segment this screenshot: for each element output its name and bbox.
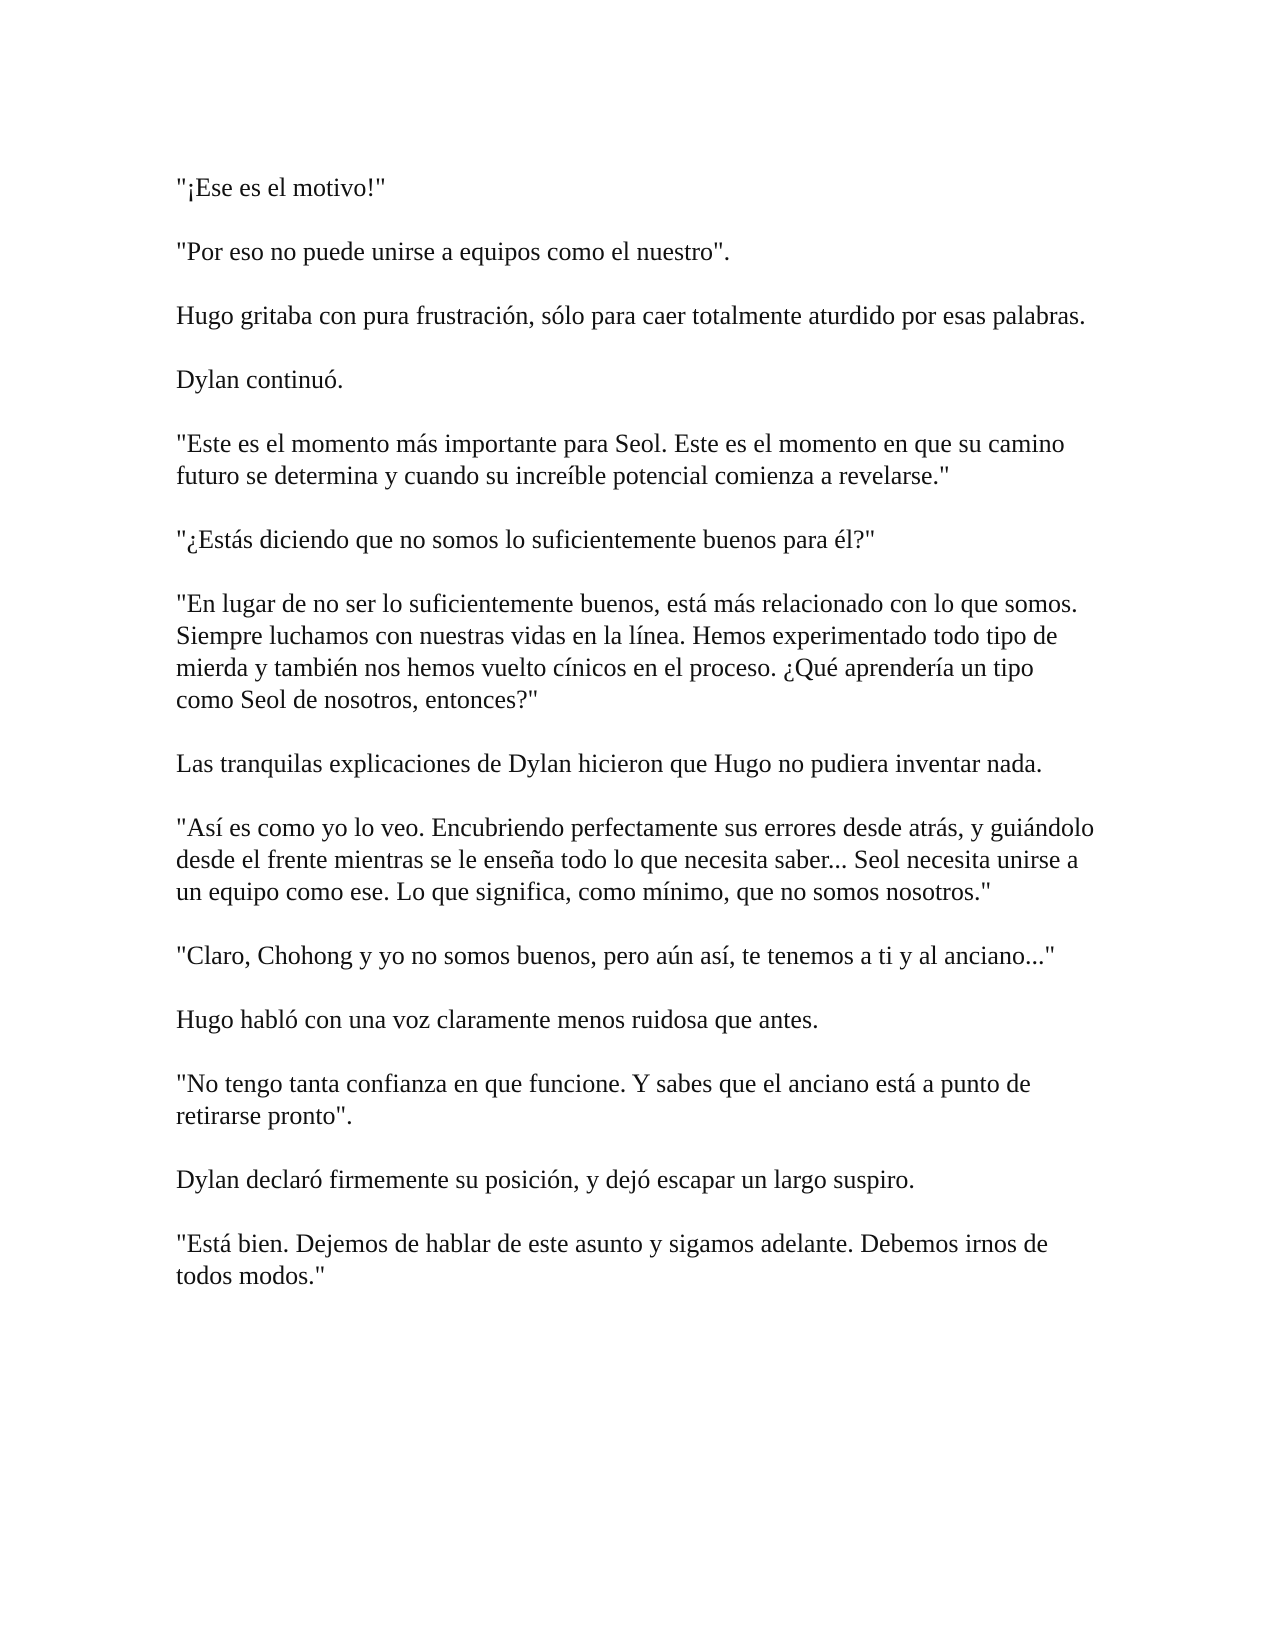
paragraph: "No tengo tanta confianza en que funcione. Y sabes que el anciano está a punto de retirarse pronto". [176,1069,1031,1130]
paragraph: "Claro, Chohong y yo no somos buenos, pero aún así, te tenemos a ti y al anciano..." [176,941,1056,970]
paragraph: Dylan continuó. [176,365,344,394]
paragraph: "En lugar de no ser lo suficientemente buenos, está más relacionado con lo que somos. Siempre luchamos con nuestras vidas en la línea. Hemos experimentado todo tipo de mierda y también nos hemos vuelto cínicos en el proceso. ¿Qué aprendería un tipo como Seol de nosotros, entonces?" [176,589,1078,714]
paragraph: "¡Ese es el motivo!" [176,173,386,202]
paragraph: Dylan declaró firmemente su posición, y dejó escapar un largo suspiro. [176,1165,915,1194]
paragraph: Hugo habló con una voz claramente menos ruidosa que antes. [176,1005,819,1034]
paragraph: "Así es como yo lo veo. Encubriendo perfectamente sus errores desde atrás, y guiándolo desde el frente mientras se le enseña todo lo que necesita saber... Seol necesita unirse a un equipo como ese. Lo que significa, como mínimo, que no somos nosotros." [176,813,1095,906]
document-body [176,172,1096,1324]
paragraph: "Está bien. Dejemos de hablar de este asunto y sigamos adelante. Debemos irnos de todos modos." [176,1229,1048,1290]
paragraph: "¿Estás diciendo que no somos lo suficientemente buenos para él?" [176,525,876,554]
paragraph: Las tranquilas explicaciones de Dylan hicieron que Hugo no pudiera inventar nada. [176,749,1043,778]
paragraph: Hugo gritaba con pura frustración, sólo para caer totalmente aturdido por esas palabras. [176,301,1086,330]
paragraph: "Por eso no puede unirse a equipos como el nuestro". [176,237,731,266]
paragraph: "Este es el momento más importante para Seol. Este es el momento en que su camino futuro se determina y cuando su increíble potencial comienza a revelarse." [176,429,1065,490]
